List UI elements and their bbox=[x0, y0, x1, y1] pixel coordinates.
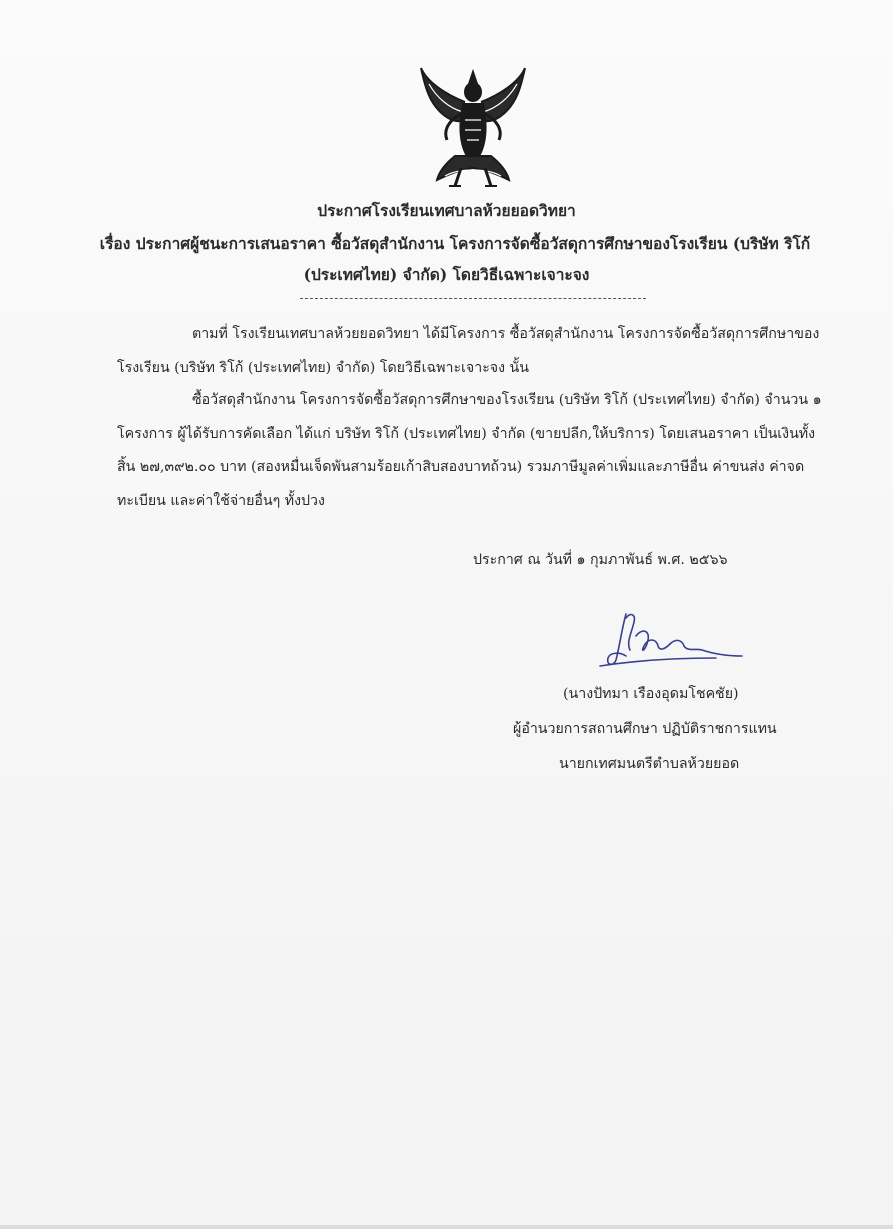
garuda-emblem-icon bbox=[415, 64, 531, 188]
paragraph-2-line-4: ทะเบียน และค่าใช้จ่ายอื่นๆ ทั้งปวง bbox=[117, 492, 325, 509]
signer-position-2: นายกเทศมนตรีตำบลห้วยยอด bbox=[559, 756, 740, 772]
handwritten-signature bbox=[596, 608, 746, 674]
paragraph-1 bbox=[117, 318, 843, 385]
paragraph-2-line-1: ซื้อวัสดุสำนักงาน โครงการจัดซื้อวัสดุการศึกษาของโรงเรียน (บริษัท ริโก้ (ประเทศไทย) จำกัด) จำนวน ๑ bbox=[192, 392, 822, 408]
announcement-subject-line1: เรื่อง ประกาศผู้ชนะการเสนอราคา ซื้อวัสดุสำนักงาน โครงการจัดซื้อวัสดุการศึกษาของโรงเรียน (บริษัท ริโก้ bbox=[99, 234, 811, 253]
divider-line bbox=[300, 298, 646, 299]
paragraph-1-line-1: ตามที่ โรงเรียนเทศบาลห้วยยอดวิทยา ได้มีโครงการ ซื้อวัสดุสำนักงาน โครงการจัดซื้อวัสดุการศึกษาของ bbox=[192, 326, 820, 342]
announcement-title: ประกาศโรงเรียนเทศบาลห้วยยอดวิทยา bbox=[317, 201, 576, 220]
announcement-date: ประกาศ ณ วันที่ ๑ กุมภาพันธ์ พ.ศ. ๒๕๖๖ bbox=[473, 552, 728, 568]
page-bottom-edge bbox=[0, 1225, 893, 1229]
paragraph-2-line-3: สิ้น ๒๗,๓๙๒.๐๐ บาท (สองหมื่นเจ็ดพันสามร้อยเก้าสิบสองบาทถ้วน) รวมภาษีมูลค่าเพิ่มและภาษีอื่น ค่าขนส่ง ค่าจด bbox=[117, 459, 805, 475]
paragraph-2 bbox=[117, 384, 843, 518]
paragraph-2-line-2: โครงการ ผู้ได้รับการคัดเลือก ได้แก่ บริษัท ริโก้ (ประเทศไทย) จำกัด (ขายปลีก,ให้บริการ) โดยเสนอราคา เป็นเงินทั้ง bbox=[117, 425, 816, 442]
signer-position-1: ผู้อำนวยการสถานศึกษา ปฏิบัติราชการแทน bbox=[513, 721, 777, 737]
signer-name: (นางปัทมา เรืองอุดมโชคชัย) bbox=[563, 686, 739, 702]
announcement-subject-line2: (ประเทศไทย) จำกัด) โดยวิธีเฉพาะเจาะจง bbox=[303, 265, 590, 284]
paragraph-1-line-2: โรงเรียน (บริษัท ริโก้ (ประเทศไทย) จำกัด) โดยวิธีเฉพาะเจาะจง นั้น bbox=[117, 359, 529, 376]
